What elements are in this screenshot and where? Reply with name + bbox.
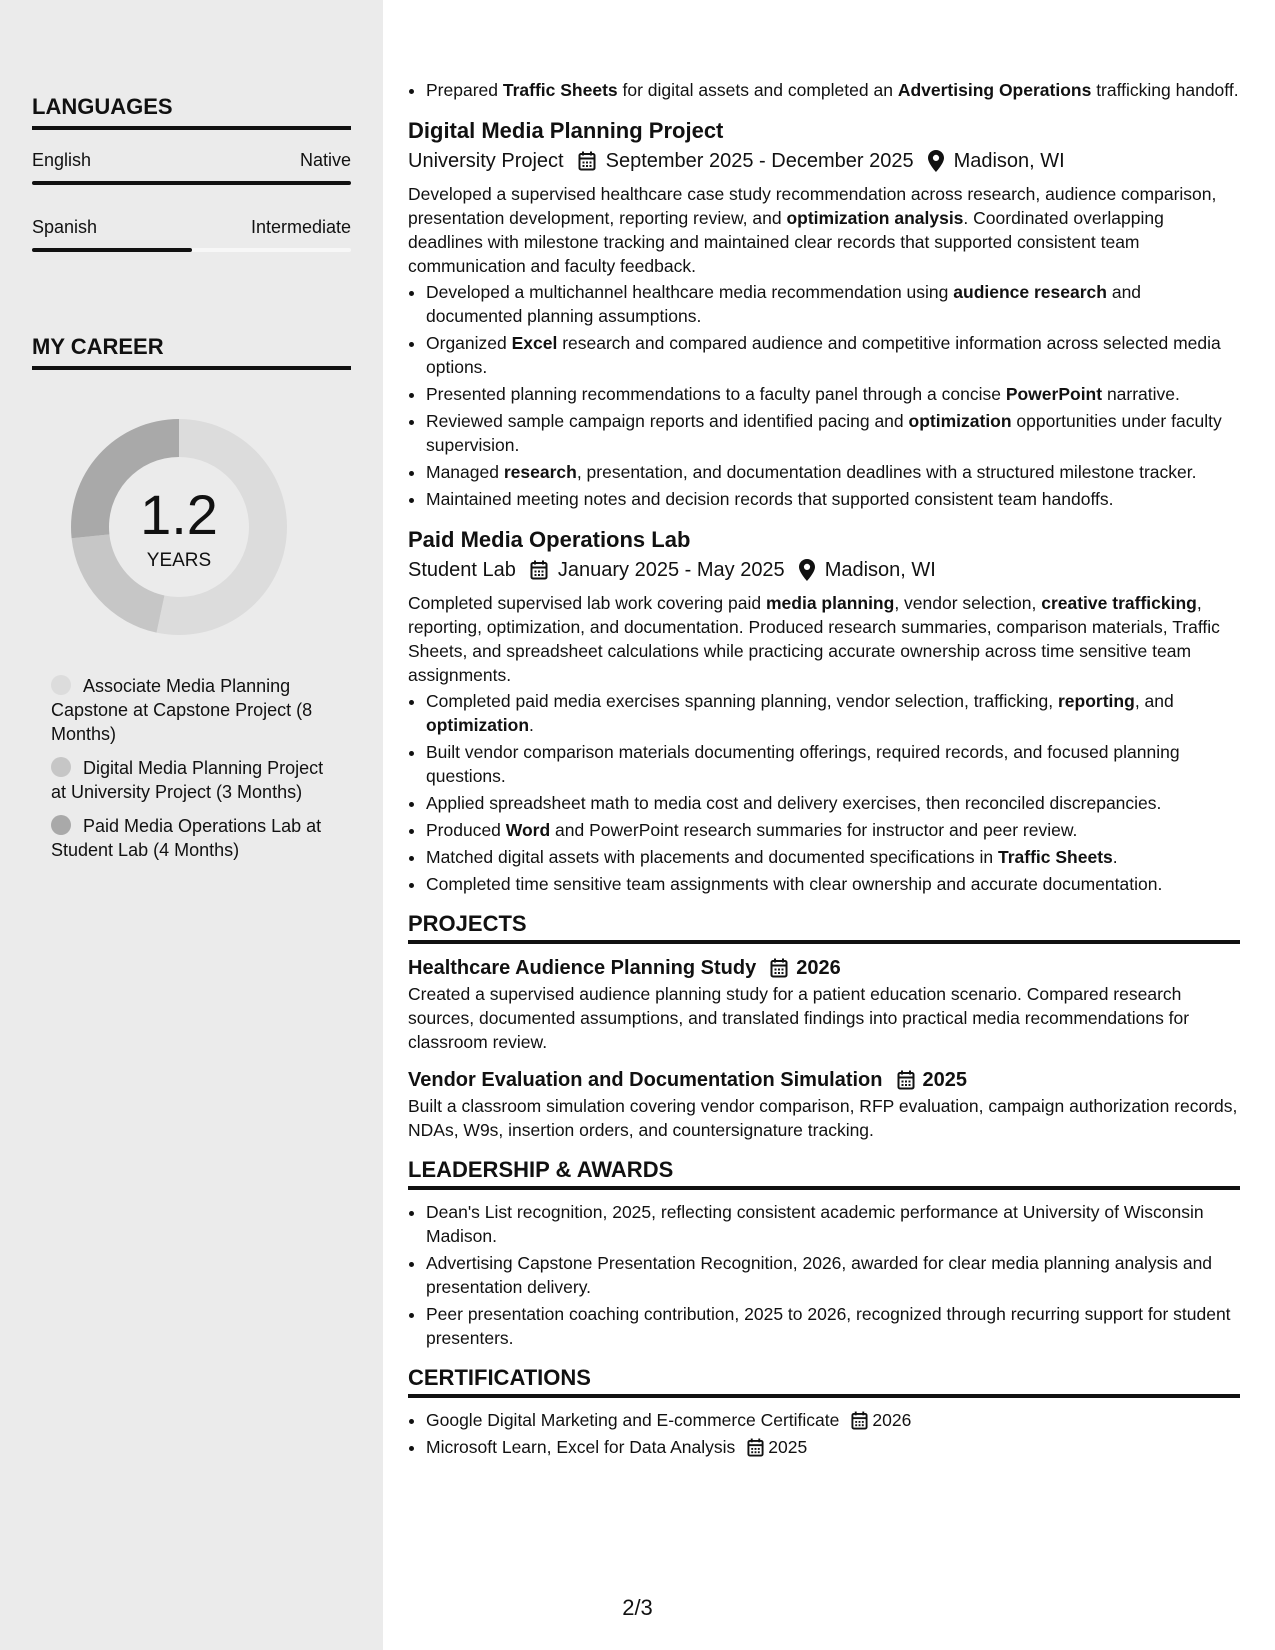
job-title: Paid Media Operations Lab	[408, 527, 691, 552]
projects-section	[408, 912, 1240, 1142]
language-bar	[32, 181, 351, 185]
bullet-item: • Produced Word and PowerPoint research summaries for instructor and peer review.	[426, 818, 1240, 842]
language-level: Intermediate	[250, 217, 351, 237]
bullet-list	[408, 1200, 1240, 1350]
bullet-item: • Applied spreadsheet math to media cost and delivery exercises, then reconciled discrepancies.	[426, 791, 1240, 815]
leadership-section	[408, 1158, 1240, 1350]
language-bar-fill	[32, 248, 192, 252]
page-number: 2/3	[622, 1595, 653, 1620]
sidebar	[0, 0, 383, 1650]
bullet-item: • Organized Excel research and compared audience and competitive information across selected media options.	[426, 331, 1240, 379]
donut-center	[66, 414, 292, 640]
job-title: Digital Media Planning Project	[408, 118, 724, 143]
language-bar-fill	[32, 181, 351, 185]
career-donut-chart	[66, 414, 292, 640]
certification-year: 2026	[872, 1410, 912, 1430]
bullet-item: • Matched digital assets with placements and documented specifications in Traffic Sheets.	[426, 845, 1240, 869]
language-bar	[32, 248, 351, 252]
project-title-row	[408, 954, 1240, 982]
bullet-item: • Reviewed sample campaign reports and identified pacing and optimization opportunities under faculty supervision.	[426, 409, 1240, 457]
career-legend-item	[51, 814, 331, 862]
bullet-item: • Managed research, presentation, and documentation deadlines with a structured milestone tracker.	[426, 460, 1240, 484]
bullet-item: • Prepared Traffic Sheets for digital assets and completed an Advertising Operations trafficking handoff.	[426, 78, 1240, 102]
calendar-icon	[851, 1411, 868, 1430]
career-heading: MY CAREER	[32, 334, 351, 370]
language-level: Native	[299, 150, 351, 170]
career-legend-label: Paid Media Operations Lab at Student Lab (4 Months)	[51, 816, 322, 860]
bullet-item: • Dean's List recognition, 2025, reflecting consistent academic performance at University of Wisconsin Madison.	[426, 1200, 1240, 1248]
job-org: Student Lab	[408, 559, 516, 581]
bullet-list	[408, 689, 1240, 896]
location-pin-icon	[799, 559, 815, 581]
project-year: 2026	[796, 957, 841, 979]
total-years-unit: YEARS	[146, 550, 212, 571]
bullet-item: • Built vendor comparison materials documenting offerings, required records, and focused planning questions.	[426, 740, 1240, 788]
bullet-item: • Developed a multichannel healthcare media recommendation using audience research and documented planning assumptions.	[426, 280, 1240, 328]
bullet-item: • Completed paid media exercises spanning planning, vendor selection, trafficking, reporting, and optimization.	[426, 689, 1240, 737]
bullet-item: • Presented planning recommendations to a faculty panel through a concise PowerPoint narrative.	[426, 382, 1240, 406]
bullet-list	[408, 78, 1240, 102]
experience-entry	[408, 525, 1240, 896]
language-name: English	[32, 150, 92, 170]
project-entry	[408, 1066, 1240, 1142]
bullet-item: • Advertising Capstone Presentation Recognition, 2026, awarded for clear media planning analysis and presentation delivery.	[426, 1251, 1240, 1299]
project-title-row	[408, 1066, 1240, 1094]
language-item	[32, 150, 351, 185]
job-dates: January 2025 - May 2025	[557, 559, 785, 581]
bullet-item: • Peer presentation coaching contribution, 2025 to 2026, recognized through recurring support for student presenters.	[426, 1302, 1240, 1350]
certification-year: 2025	[768, 1437, 808, 1457]
calendar-icon	[530, 560, 548, 580]
certification-name: • Microsoft Learn, Excel for Data Analysis	[426, 1437, 736, 1457]
job-location: Madison, WI	[824, 559, 936, 581]
experience-entry	[408, 116, 1240, 511]
certification-item	[426, 1408, 1240, 1432]
bullet-item: • Maintained meeting notes and decision records that supported consistent team handoffs.	[426, 487, 1240, 511]
project-title: Vendor Evaluation and Documentation Simulation	[408, 1069, 883, 1091]
career-legend-item	[51, 756, 331, 804]
certifications-heading: CERTIFICATIONS	[408, 1366, 1240, 1398]
job-meta	[408, 555, 1240, 585]
total-years-value: 1.2	[140, 483, 218, 546]
calendar-icon	[897, 1070, 915, 1090]
legend-dot-icon	[51, 757, 71, 777]
job-description: Developed a supervised healthcare case study recommendation across research, audience comparison, presentation development, reporting review, and optimization analysis. Coordinated overlapping deadlines with milestone tracking and maintained clear records that supported consistent team communication and faculty feedback.	[408, 184, 1217, 276]
leadership-heading: LEADERSHIP & AWARDS	[408, 1158, 1240, 1190]
calendar-icon	[770, 958, 788, 978]
project-description: Created a supervised audience planning study for a patient education scenario. Compared research sources, documented assumptions, and translated findings into practical media recommendations for classroom review.	[408, 984, 1190, 1052]
languages-heading: LANGUAGES	[32, 94, 351, 130]
job-description: Completed supervised lab work covering paid media planning, vendor selection, creative trafficking, reporting, optimization, and documentation. Produced research summaries, comparison materials, Traffic Sheets, and spreadsheet calculations while practicing accurate ownership across time sensitive team assignments.	[408, 593, 1220, 685]
project-title: Healthcare Audience Planning Study	[408, 957, 757, 979]
career-section	[32, 334, 351, 370]
legend-dot-icon	[51, 675, 71, 695]
certification-name: • Google Digital Marketing and E-commerce Certificate	[426, 1410, 840, 1430]
career-legend-label: Associate Media Planning Capstone at Capstone Project (8 Months)	[51, 676, 313, 744]
language-item	[32, 217, 351, 252]
main-content	[408, 78, 1240, 1462]
job-meta	[408, 146, 1240, 176]
languages-section	[32, 94, 351, 252]
job-location: Madison, WI	[953, 150, 1065, 172]
calendar-icon	[747, 1438, 764, 1457]
bullet-item: • Completed time sensitive team assignments with clear ownership and accurate documentation.	[426, 872, 1240, 896]
project-year: 2025	[922, 1069, 967, 1091]
language-name: Spanish	[32, 217, 98, 237]
career-legend	[51, 674, 331, 872]
project-description: Built a classroom simulation covering vendor comparison, RFP evaluation, campaign authorization records, NDAs, W9s, insertion orders, and countersignature tracking.	[408, 1096, 1238, 1140]
career-legend-item	[51, 674, 331, 746]
calendar-icon	[578, 151, 596, 171]
certifications-section	[408, 1366, 1240, 1459]
projects-heading: PROJECTS	[408, 912, 1240, 944]
location-pin-icon	[928, 150, 944, 172]
career-legend-label: Digital Media Planning Project at University Project (3 Months)	[51, 758, 324, 802]
project-entry	[408, 954, 1240, 1054]
bullet-list	[408, 280, 1240, 511]
certification-item	[426, 1435, 1240, 1459]
legend-dot-icon	[51, 815, 71, 835]
job-dates: September 2025 - December 2025	[605, 150, 914, 172]
job-org: University Project	[408, 150, 564, 172]
bullet-list	[408, 1408, 1240, 1459]
